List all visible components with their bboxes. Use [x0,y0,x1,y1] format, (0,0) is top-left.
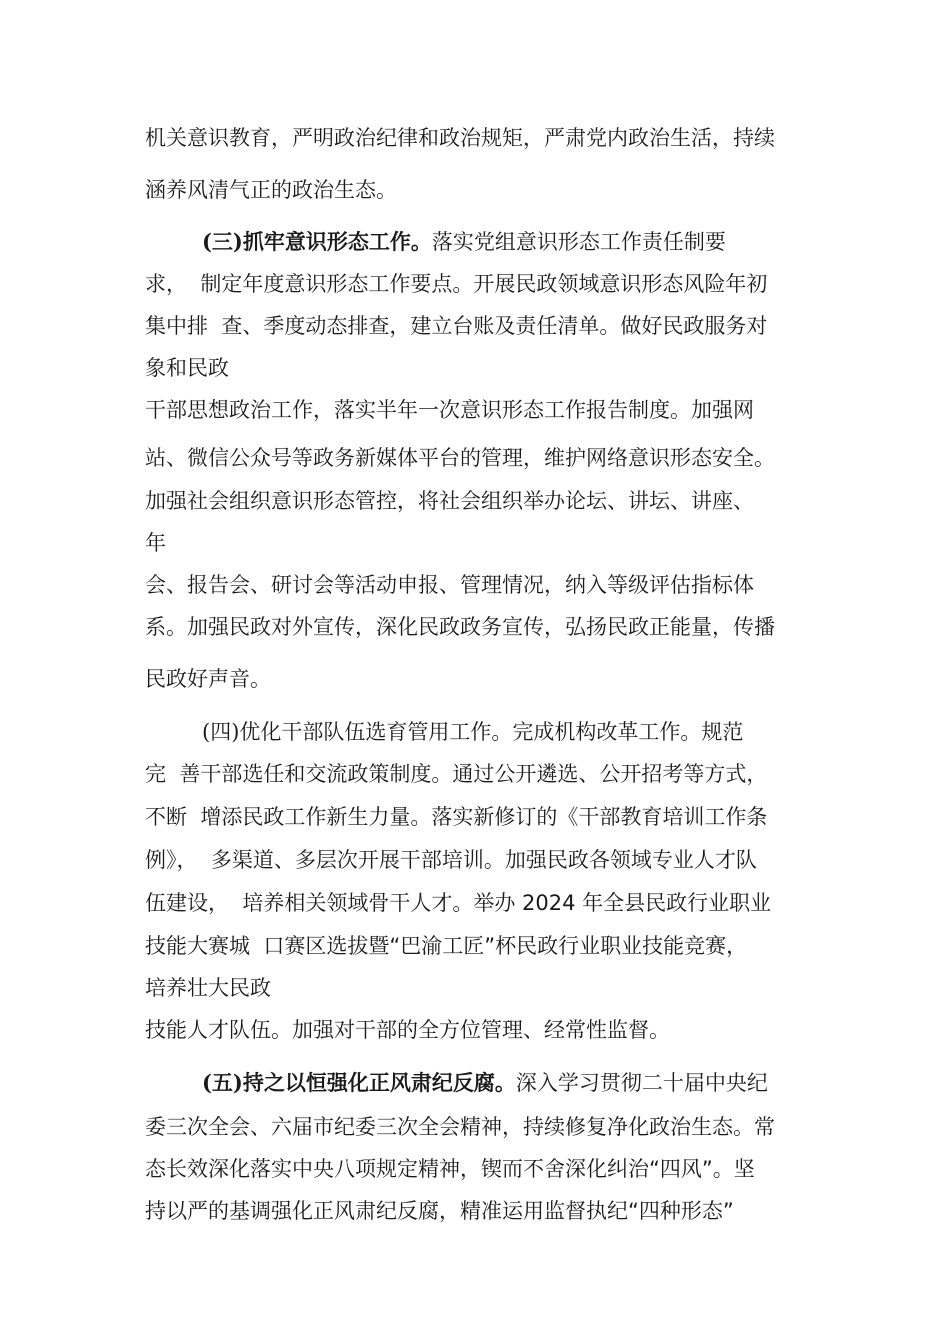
paragraph-line: 技能大赛城 口赛区选拔暨“巴渝工匠”杯民政行业职业技能竞赛， [145,934,748,958]
paragraph-line: 完 善干部选任和交流政策制度。通过公开遴选、公开招考等方式， [145,762,768,786]
paragraph-line: 站、微信公众号等政务新媒体平台的管理，维护网络意识形态安全。 [145,446,775,470]
paragraph-line: 会、报告会、研讨会等活动申报、管理情况，纳入等级评估指标体 [145,573,754,597]
paragraph-line: 机关意识教育，严明政治纪律和政治规矩，严肃党内政治生活，持续 [145,126,775,150]
paragraph-line: 技能人才队伍。加强对干部的全方位管理、经常性监督。 [145,1018,670,1042]
paragraph-line: (五)持之以恒强化正风肃纪反腐。深入学习贯彻二十届中央纪 [202,1070,768,1095]
paragraph-line: 加强社会组织意识形态管控，将社会组织举办论坛、讲坛、讲座、 [145,489,754,513]
paragraph-line: (四)优化干部队伍选育管用工作。完成机构改革工作。规范 [202,720,744,744]
paragraph-line: 求， 制定年度意识形态工作要点。开展民政领域意识形态风险年初 [145,272,768,296]
paragraph-line: 例》， 多渠道、多层次开展干部培训。加强民政各领域专业人才队 [145,848,757,872]
section-heading-4: (四)优化干部队伍选育管用工作。 [202,720,513,744]
paragraph-line: 年 [145,531,166,555]
paragraph-line: 不断 增添民政工作新生力量。落实新修订的《干部教育培训工作条 [145,805,768,829]
paragraph-line: 态长效深化落实中央八项规定精神，锲而不舍深化纠治“四风”。坚 [145,1157,755,1181]
paragraph-line: 委三次全会、六届市纪委三次全会精神，持续修复净化政治生态。常 [145,1115,775,1139]
paragraph-line: 干部思想政治工作，落实半年一次意识形态工作报告制度。加强网 [145,398,754,422]
paragraph-line: (三)抓牢意识形态工作。落实党组意识形态工作责任制要 [202,229,726,254]
paragraph-line: 集中排 查、季度动态排查，建立台账及责任清单。做好民政服务对 [145,314,768,338]
paragraph-line: 民政好声音。 [145,667,271,691]
paragraph-line: 伍建设， 培养相关领域骨干人才。举办 2024 年全县民政行业职业 [145,891,772,915]
section-heading-3: (三)抓牢意识形态工作。 [202,229,432,254]
paragraph-line: 象和民政 [145,356,229,380]
paragraph-line: 持以严的基调强化正风肃纪反腐，精准运用监督执纪“四种形态” [145,1199,734,1223]
paragraph-line: 涵养风清气正的政治生态。 [145,178,397,202]
section-heading-5: (五)持之以恒强化正风肃纪反腐。 [202,1070,516,1095]
paragraph-line: 培养壮大民政 [145,976,271,1000]
paragraph-line: 系。加强民政对外宣传，深化民政政务宣传，弘扬民政正能量，传播 [145,615,775,639]
